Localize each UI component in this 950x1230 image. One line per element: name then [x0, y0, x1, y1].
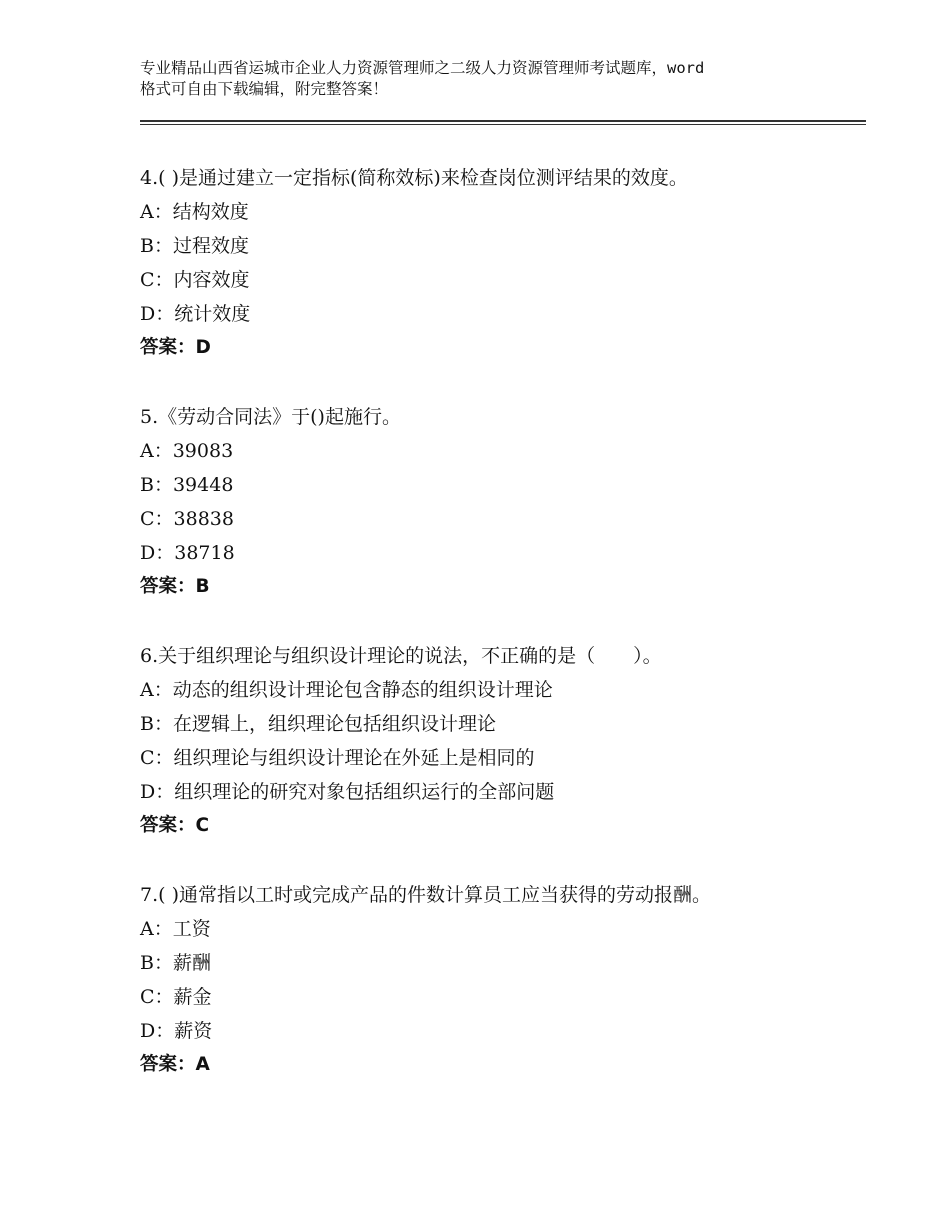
option-c: C：薪金	[140, 986, 212, 1008]
option-c: C：38838	[140, 508, 234, 530]
option-d: D：统计效度	[140, 303, 251, 325]
answer-line: 答案：C	[140, 815, 210, 836]
option-d: D：组织理论的研究对象包括组织运行的全部问题	[140, 781, 555, 803]
option-b: B：过程效度	[140, 235, 249, 257]
header-divider-thick	[140, 120, 866, 122]
header-line-2: 格式可自由下载编辑，附完整答案！	[140, 80, 389, 98]
option-c: C：内容效度	[140, 269, 250, 291]
answer-line: 答案：D	[140, 337, 211, 358]
question-4	[140, 161, 870, 365]
question-7	[140, 878, 870, 1082]
document-header	[140, 58, 840, 100]
question-stem: 4.( )是通过建立一定指标(简称效标)来检查岗位测评结果的效度。	[140, 167, 688, 189]
option-b: B：薪酬	[140, 952, 211, 974]
answer-line: 答案：A	[140, 1054, 210, 1075]
question-stem: 7.( )通常指以工时或完成产品的件数计算员工应当获得的劳动报酬。	[140, 884, 711, 906]
option-d: D：38718	[140, 542, 235, 564]
header-divider-thin	[140, 124, 866, 125]
option-a: A：结构效度	[140, 201, 249, 223]
option-b: B：39448	[140, 474, 234, 496]
option-a: A：39083	[140, 440, 234, 462]
question-stem: 5.《劳动合同法》于()起施行。	[140, 406, 401, 428]
question-stem: 6.关于组织理论与组织设计理论的说法，不正确的是（ ）。	[140, 645, 662, 667]
option-d: D：薪资	[140, 1020, 213, 1042]
question-6	[140, 639, 870, 843]
answer-line: 答案：B	[140, 576, 210, 597]
option-c: C：组织理论与组织设计理论在外延上是相同的	[140, 747, 535, 769]
option-b: B：在逻辑上，组织理论包括组织设计理论	[140, 713, 496, 735]
header-line-1: 专业精品山西省运城市企业人力资源管理师之二级人力资源管理师考试题库，word	[140, 59, 705, 77]
option-a: A：动态的组织设计理论包含静态的组织设计理论	[140, 679, 553, 701]
option-a: A：工资	[140, 918, 211, 940]
question-5	[140, 400, 870, 604]
